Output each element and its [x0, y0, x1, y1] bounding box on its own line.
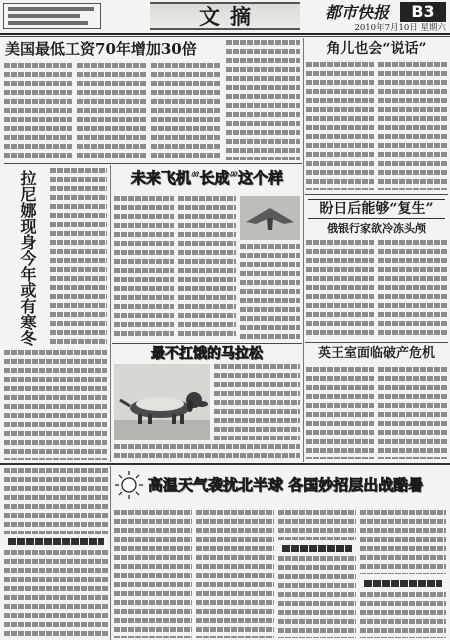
column-divider — [110, 466, 111, 640]
editor-info-line — [8, 21, 88, 25]
article-body-text — [378, 240, 447, 338]
subheadline-cryonics: 俄银行家欲冷冻头颅 — [327, 222, 426, 235]
article-body-text — [114, 196, 174, 340]
airplane-icon — [240, 196, 300, 240]
article-body-text — [226, 40, 300, 160]
page-number-badge: B3 — [400, 2, 446, 22]
section-title: 文摘 — [199, 3, 261, 29]
headline-min-wage: 美国最低工资70年增加30倍 — [5, 40, 197, 58]
dachshund-photo — [114, 364, 210, 440]
editor-info-line — [8, 7, 94, 11]
article-body-text — [77, 63, 147, 160]
article-subheading — [282, 545, 352, 552]
article-subheading — [364, 580, 442, 587]
headline-jiaoer: 角儿也会“说话” — [326, 41, 427, 57]
section-banner — [150, 2, 300, 30]
article-divider — [4, 163, 302, 164]
article-body-text — [178, 196, 236, 340]
article-body-text — [50, 168, 107, 344]
section-divider — [0, 463, 450, 465]
article-body-text — [360, 510, 446, 574]
article-body-text — [278, 556, 356, 638]
article-divider — [112, 343, 302, 344]
article-body-text — [378, 62, 447, 190]
headline-future-plane: 未来飞机“长成”这个样 — [130, 169, 284, 187]
column-divider — [303, 38, 304, 462]
article-body-text — [4, 63, 72, 160]
headline-la-nina: 拉尼娜现身今年或有寒冬 — [18, 170, 37, 346]
article-body-text — [214, 364, 300, 440]
article-body-text — [306, 367, 374, 459]
editor-info-box — [3, 3, 101, 29]
issue-date: 2010年7月10日 星期六 — [354, 23, 446, 33]
article-body-text — [4, 350, 107, 460]
article-body-text — [306, 240, 374, 338]
article-body-text — [114, 510, 192, 638]
header-rule-thin — [0, 36, 450, 37]
article-body-text — [278, 510, 356, 540]
newspaper-masthead: 都市快报 — [324, 3, 389, 22]
dachshund-icon — [114, 364, 210, 440]
article-body-text — [196, 510, 274, 638]
article-subheading — [8, 538, 104, 545]
headline-royal: 英王室面临破产危机 — [317, 346, 435, 361]
photo-caption-text — [114, 444, 300, 458]
article-body-text — [306, 62, 374, 190]
header-rule — [0, 33, 450, 35]
article-body-text — [151, 63, 221, 160]
article-body-text — [360, 592, 446, 638]
article-divider — [305, 194, 448, 195]
article-body-text — [378, 367, 447, 459]
headline-marathon: 最不扛饿的马拉松 — [151, 346, 263, 362]
article-body-text — [4, 468, 108, 534]
editor-info-line — [8, 14, 80, 18]
airplane-photo — [240, 196, 300, 240]
column-divider — [110, 165, 111, 462]
article-body-text — [4, 550, 108, 638]
article-divider — [305, 342, 448, 343]
headline-heat-wave: 高温天气袭扰北半球 各国妙招层出战酷暑 — [148, 476, 424, 494]
sun-icon — [114, 470, 144, 500]
headline-cryonics: 盼日后能够“复生” — [308, 199, 445, 219]
article-body-text — [240, 244, 300, 340]
